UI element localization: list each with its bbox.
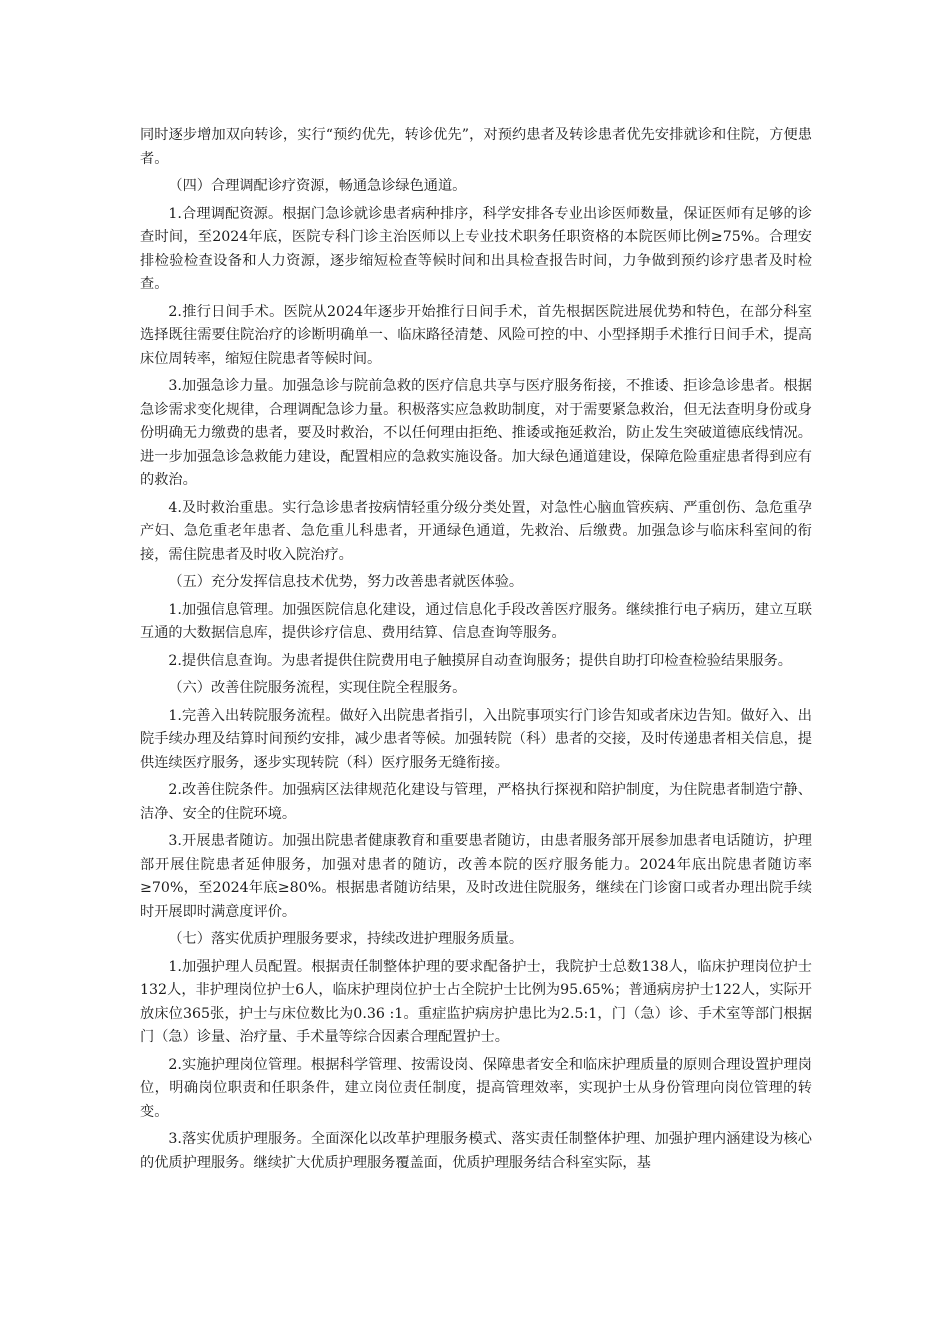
paragraph: 1.加强护理人员配置。根据责任制整体护理的要求配备护士，我院护士总数138人，临床护理岗位护士132人，非护理岗位护士6人，临床护理岗位护士占全院护士比例为95.65%；普通病房护士122人，实际开放床位365张，护士与床位数比为0.36 :1。重症监护病房护患比为2.5:1，门（急）诊、手术室等部门根据门（急）诊量、治疗量、手术量等综合因素合理配置护士。 <box>140 958 812 1045</box>
paragraph: 2.提供信息查询。为患者提供住院费用电子触摸屏自动查询服务；提供自助打印检查检验结果服务。 <box>168 652 792 669</box>
document-page <box>140 124 812 1179</box>
paragraph: 3.加强急诊力量。加强急诊与院前急救的医疗信息共享与医疗服务衔接，不推诿、拒诊急诊患者。根据急诊需求变化规律，合理调配急诊力量。积极落实应急救助制度，对于需要紧急救治，但无法查明身份或身份明确无力缴费的患者，要及时救治，不以任何理由拒绝、推诿或拖延救治，防止发生突破道德底线情况。进一步加强急诊急救能力建设，配置相应的急救实施设备。加大绿色通道建设，保障危险重症患者得到应有的救治。 <box>140 378 812 488</box>
section-heading: （六）改善住院服务流程，实现住院全程服务。 <box>168 680 467 696</box>
paragraph: 同时逐步增加双向转诊，实行“预约优先，转诊优先”，对预约患者及转诊患者优先安排就诊和住院，方便患者。 <box>140 127 812 167</box>
paragraph: 2.推行日间手术。医院从2024年逐步开始推行日间手术，首先根据医院进展优势和特色，在部分科室选择既往需要住院治疗的诊断明确单一、临床路径清楚、风险可控的中、小型择期手术推行日间手术，提高床位周转率，缩短住院患者等候时间。 <box>140 303 812 367</box>
section-heading: （七）落实优质护理服务要求，持续改进护理服务质量。 <box>168 931 524 947</box>
paragraph: 1.加强信息管理。加强医院信息化建设，通过信息化手段改善医疗服务。继续推行电子病历，建立互联互通的大数据信息库，提供诊疗信息、费用结算、信息查询等服务。 <box>140 601 812 641</box>
section-heading: （五）充分发挥信息技术优势，努力改善患者就医体验。 <box>168 574 524 590</box>
section-heading: （四）合理调配诊疗资源，畅通急诊绿色通道。 <box>168 178 467 194</box>
paragraph: 2.改善住院条件。加强病区法律规范化建设与管理，严格执行探视和陪护制度，为住院患者制造宁静、洁净、安全的住院环境。 <box>140 782 812 822</box>
paragraph: 3.落实优质护理服务。全面深化以改革护理服务模式、落实责任制整体护理、加强护理内涵建设为核心的优质护理服务。继续扩大优质护理服务覆盖面，优质护理服务结合科室实际，基 <box>140 1131 812 1171</box>
paragraph: 1.完善入出转院服务流程。做好入出院患者指引，入出院事项实行门诊告知或者床边告知。做好入、出院手续办理及结算时间预约安排，减少患者等候。加强转院（科）患者的交接，及时传递患者相关信息，提供连续医疗服务，逐步实现转院（科）医疗服务无缝衔接。 <box>140 707 812 771</box>
paragraph: 3.开展患者随访。加强出院患者健康教育和重要患者随访，由患者服务部开展参加患者电话随访，护理部开展住院患者延伸服务，加强对患者的随访，改善本院的医疗服务能力。2024年底出院患者随访率≥70%，至2024年底≥80%。根据患者随访结果，及时改进住院服务，继续在门诊窗口或者办理出院手续时开展即时满意度评价。 <box>140 833 812 920</box>
paragraph: 4.及时救治重患。实行急诊患者按病情轻重分级分类处置，对急性心脑血管疾病、严重创伤、急危重孕产妇、急危重老年患者、急危重儿科患者，开通绿色通道，先救治、后缴费。加强急诊与临床科室间的衔接，需住院患者及时收入院治疗。 <box>140 499 812 563</box>
paragraph: 1.合理调配资源。根据门急诊就诊患者病种排序，科学安排各专业出诊医师数量，保证医师有足够的诊查时间，至2024年底，医院专科门诊主治医师以上专业技术职务任职资格的本院医师比例≥75%。合理安排检验检查设备和人力资源，逐步缩短检查等候时间和出具检查报告时间，力争做到预约诊疗患者及时检查。 <box>140 205 812 292</box>
paragraph: 2.实施护理岗位管理。根据科学管理、按需设岗、保障患者安全和临床护理质量的原则合理设置护理岗位，明确岗位职责和任职条件，建立岗位责任制度，提高管理效率，实现护士从身份管理向岗位管理的转变。 <box>140 1056 812 1120</box>
